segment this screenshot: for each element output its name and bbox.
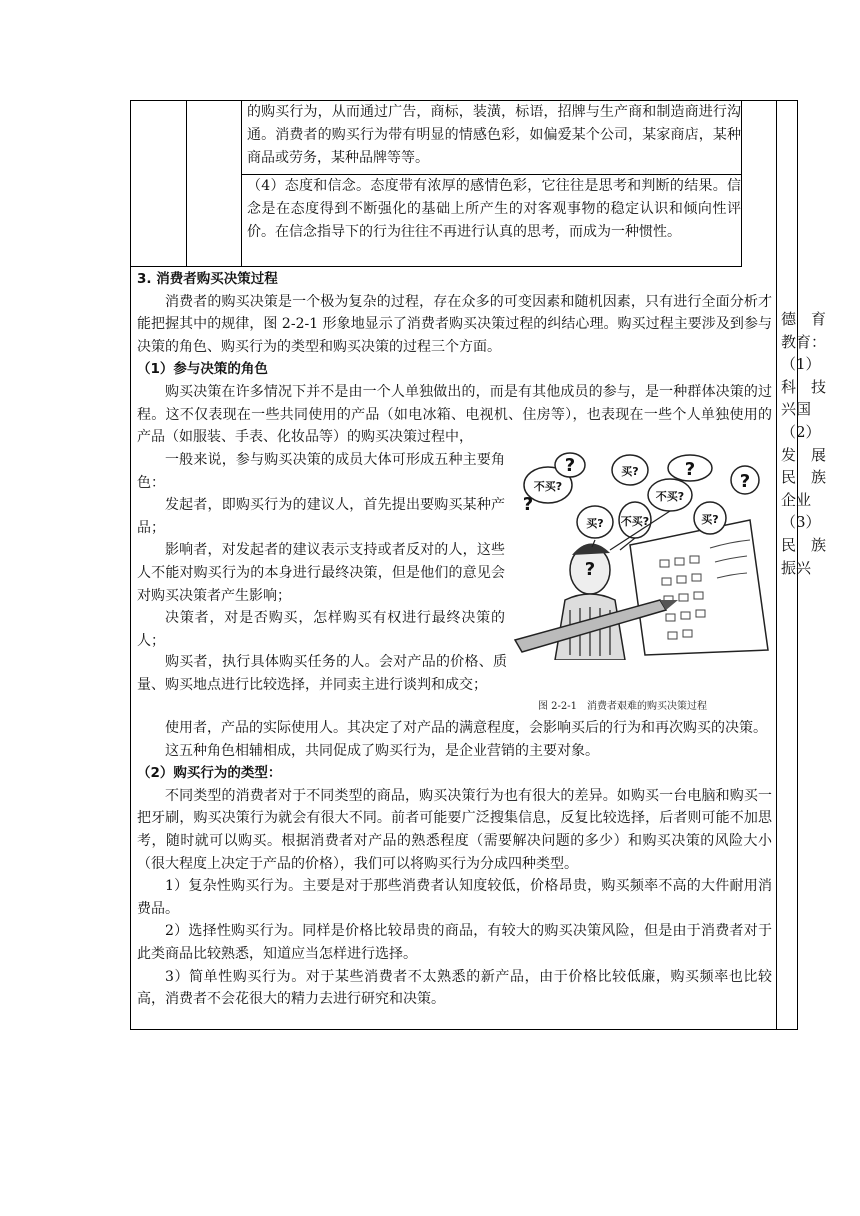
- subheading: （2）购买行为的类型：: [137, 765, 282, 782]
- roles-list: [137, 449, 505, 652]
- question-mark: ?: [522, 494, 534, 515]
- bubble-label: 不买?: [620, 515, 650, 528]
- figure-caption: 图 2-2-1 消费者艰难的购买决策过程: [538, 701, 708, 712]
- subheading: （1）参与决策的角色: [137, 361, 268, 378]
- role-buyer: 购买者，执行具体购买任务的人。会对产品的价格、质量、购买地点进行比较选择，并同卖主进行谈判和成交；: [137, 654, 507, 693]
- question-mark: ?: [739, 471, 751, 492]
- table-cell-attitude-belief: （4）态度和信念。态度带有浓厚的感情色彩，它往往是思考和判断的结果。信念是在态度得到不断强化的基础上所产生的对客观事物的稳定认识和倾向性评价。在信念指导下的行为往往不再进行认真的思考，而成为一种惯性。: [247, 178, 741, 240]
- bubble-label: 买?: [701, 513, 719, 526]
- table-divider: [241, 100, 242, 267]
- side-line: 兴国: [781, 400, 812, 419]
- paragraph: 购买决策在许多情况下并不是由一个人单独做出的，而是有其他成员的参与，是一种群体决策的过程。这不仅表现在一些共同使用的产品（如电冰箱、电视机、住房等），也表现在一些个人单独使用的产品（如服装、手表、化妆品等）的购买决策过程中，: [137, 383, 772, 446]
- side-line: 德 育: [781, 310, 827, 328]
- role-initiator: 发起者，即购买行为的建议人，首先提出要购买某种产品；: [137, 497, 505, 536]
- bubble-label: 买?: [586, 517, 604, 530]
- section-heading: 3. 消费者购买决策过程: [137, 271, 278, 287]
- moral-education-column: [781, 308, 827, 579]
- side-line: 振兴: [781, 558, 812, 577]
- side-line: 教育：: [781, 332, 827, 351]
- paragraph: 消费者的购买决策是一个极为复杂的过程，存在众多的可变因素和随机因素，只有进行全面分析才能把握其中的规律，图 2-2-1 形象地显示了消费者购买决策过程的纠结心理。购买过程主要涉及到参与决策的角色、购买行为的类型和购买决策的过程三个方面。: [137, 293, 772, 355]
- paragraph: 不同类型的消费者对于不同类型的商品，购买决策行为也有很大的差异。如购买一台电脑和购买一把牙刷，购买决策行为就会有很大不同。前者可能要广泛搜集信息，反复比较选择，后者则可能不加思考，随时就可以购买。根据消费者对产品的熟悉程度（需要解决问题的多少）和购买决策的风险大小（很大程度上决定于产品的价格），我们可以将购买行为分成四种类型。: [137, 787, 772, 872]
- table-divider: [186, 100, 187, 267]
- paragraph: 这五种角色相辅相成，共同促成了购买行为，是企业营销的主要对象。: [165, 742, 599, 759]
- behavior-type-selective: 2）选择性购买行为。同样是价格比较昂贵的商品，有较大的购买决策风险，但是由于消费者对于此类商品比较熟悉，知道应当怎样进行选择。: [137, 923, 772, 962]
- side-line: （1）: [781, 355, 821, 374]
- question-mark: ?: [584, 559, 596, 580]
- role-buyer-block: [137, 651, 507, 696]
- side-line: 科 技: [781, 377, 827, 396]
- question-mark: ?: [684, 459, 696, 480]
- role-decider: 决策者，对是否购买，怎样购买有权进行最终决策的人；: [137, 610, 505, 649]
- paragraph: 一般来说，参与购买决策的成员大体可形成五种主要角色：: [137, 452, 505, 491]
- side-line: （3）: [781, 513, 821, 532]
- side-line: 民 族: [781, 468, 827, 487]
- behavior-type-simple: 3）简单性购买行为。对于某些消费者不太熟悉的新产品，由于价格比较低廉，购买频率也比较高，消费者不会花很大的精力去进行研究和决策。: [137, 968, 772, 1008]
- decision-illustration: [510, 450, 772, 660]
- side-line: 发 展: [781, 445, 827, 464]
- side-line: 企业: [781, 490, 812, 509]
- section-body-bottom: [137, 717, 772, 1011]
- bubble-label: 不买?: [655, 490, 685, 503]
- bubble-label: 买?: [621, 465, 639, 478]
- behavior-type-complex: 1）复杂性购买行为。主要是对于那些消费者认知度较低，价格昂贵，购买频率不高的大件耐用消费品。: [137, 878, 772, 917]
- side-line: （2）: [781, 422, 821, 441]
- table-cell-purchase-behavior: 的购买行为，从而通过广告，商标，装潢，标语，招牌与生产商和制造商进行沟通。消费者的购买行为带有明显的情感色彩，如偏爱某个公司，某家商店，某种商品或劳务，某种品牌等等。: [247, 104, 741, 166]
- section-body-top: [137, 268, 772, 449]
- bubble-label: 不买?: [533, 480, 563, 493]
- side-line: 民 族: [781, 535, 827, 554]
- role-influencer: 影响者，对发起者的建议表示支持或者反对的人，这些人不能对购买行为的本身进行最终决策，但是他们的意见会对购买决策者产生影响；: [137, 542, 505, 604]
- question-mark: ?: [564, 455, 576, 476]
- role-user: 使用者，产品的实际使用人。其决定了对产品的满意程度，会影响买后的行为和再次购买的决策。: [165, 720, 767, 736]
